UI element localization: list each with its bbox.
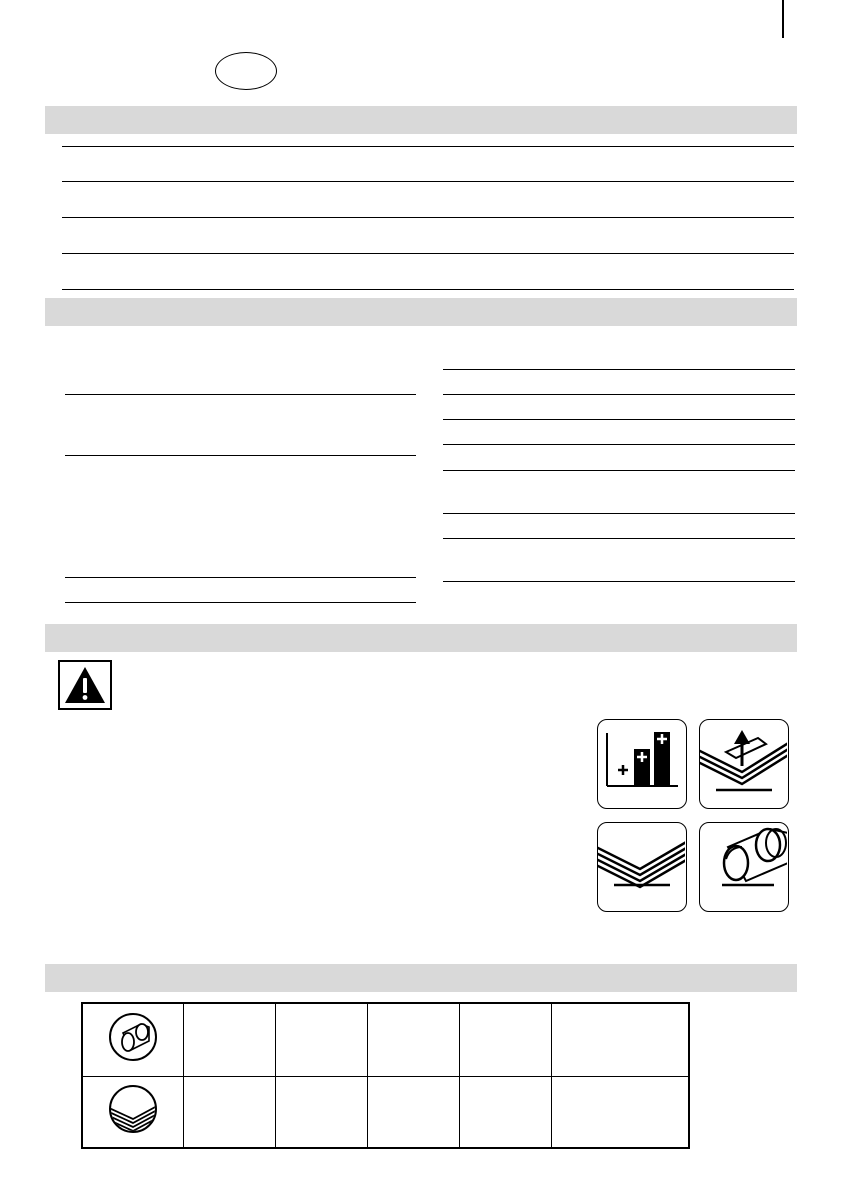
table-cell <box>367 1003 459 1076</box>
language-badge <box>215 52 277 90</box>
row-divider <box>62 217 794 218</box>
table-cell <box>459 1003 551 1076</box>
spec-divider-left <box>65 394 416 395</box>
sheet-lift-arrow-icon <box>699 719 789 809</box>
row-divider <box>62 146 794 147</box>
table-icon-cell <box>82 1003 184 1076</box>
table-row <box>82 1003 689 1076</box>
bar-chart-plus-icon <box>597 719 687 809</box>
spec-divider-right <box>443 581 795 582</box>
spec-divider-right <box>443 369 795 370</box>
spec-divider-right <box>443 419 795 420</box>
warning-triangle-icon <box>58 660 112 710</box>
table-cell <box>275 1076 367 1148</box>
spec-divider-right <box>443 513 795 514</box>
spec-divider-right <box>443 444 795 445</box>
spec-divider-right <box>443 470 795 471</box>
row-divider <box>62 289 794 290</box>
table-cell <box>367 1076 459 1148</box>
table-icon-cell <box>82 1076 184 1148</box>
material-table <box>81 1002 690 1149</box>
spec-divider-right <box>443 538 795 539</box>
spec-divider-left <box>65 577 416 578</box>
table-row <box>82 1076 689 1148</box>
table-cell <box>184 1003 276 1076</box>
film-roll-icon <box>699 822 789 912</box>
table-cell <box>459 1076 551 1148</box>
section-bar-4 <box>45 964 797 992</box>
spec-divider-right <box>443 394 795 395</box>
sheet-stack-icon <box>107 1083 159 1135</box>
film-roll-icon <box>107 1011 159 1063</box>
table-cell <box>551 1076 689 1148</box>
spec-divider-left <box>65 602 416 603</box>
table-cell <box>551 1003 689 1076</box>
section-bar-1 <box>45 106 797 134</box>
sheet-stack-icon <box>597 822 687 912</box>
spec-divider-left <box>65 455 416 456</box>
table-cell <box>275 1003 367 1076</box>
section-bar-2 <box>45 298 797 326</box>
row-divider <box>62 253 794 254</box>
table-cell <box>184 1076 276 1148</box>
row-divider <box>62 181 794 182</box>
crop-mark <box>782 0 784 38</box>
section-bar-3 <box>45 624 797 652</box>
